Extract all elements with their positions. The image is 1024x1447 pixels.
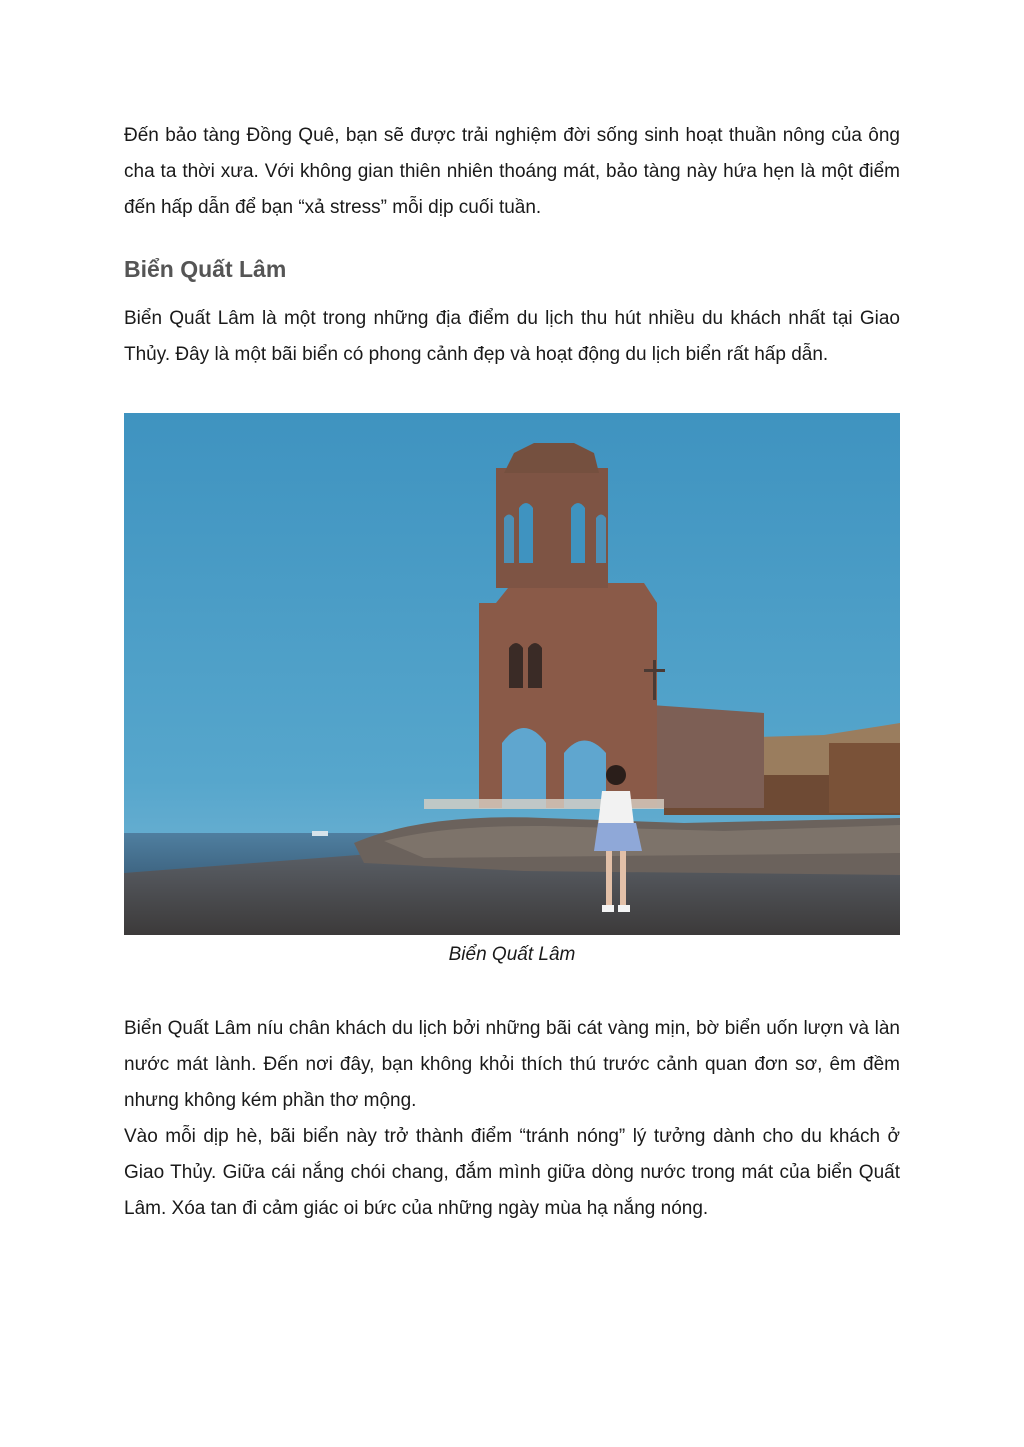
section-heading: Biển Quất Lâm [124, 256, 287, 282]
section-paragraph: Biển Quất Lâm là một trong những địa điểm du lịch thu hút nhiều du khách nhất tại Giao Thủy. Đây là một bãi biển có phong cảnh đẹp và hoạt động du lịch biển rất hấp dẫn. [124, 308, 900, 365]
intro-paragraph: Đến bảo tàng Đồng Quê, bạn sẽ được trải nghiệm đời sống sinh hoạt thuần nông của ông cha ta thời xưa. Với không gian thiên nhiên thoáng mát, bảo tàng này hứa hẹn là một điểm đến hấp dẫn để bạn “xả stress” mỗi dịp cuối tuần. [124, 125, 900, 218]
body-paragraph-2: Vào mỗi dịp hè, bãi biển này trở thành điểm “tránh nóng” lý tưởng dành cho du khách ở Giao Thủy. Giữa cái nắng chói chang, đắm mình giữa dòng nước trong mát của biển Quất Lâm. Xóa tan đi cảm giác oi bức của những ngày mùa hạ nắng nóng. [124, 1126, 900, 1219]
beach-church-photo [124, 413, 900, 935]
body-paragraph-1: Biển Quất Lâm níu chân khách du lịch bởi những bãi cát vàng mịn, bờ biển uốn lượn và làn nước mát lành. Đến nơi đây, bạn không khỏi thích thú trước cảnh quan đơn sơ, êm đềm nhưng không kém phần thơ mộng. [124, 1018, 900, 1111]
photo-illustration [124, 413, 900, 935]
body-text-block [124, 1011, 900, 1227]
photo-caption: Biển Quất Lâm [448, 944, 576, 965]
